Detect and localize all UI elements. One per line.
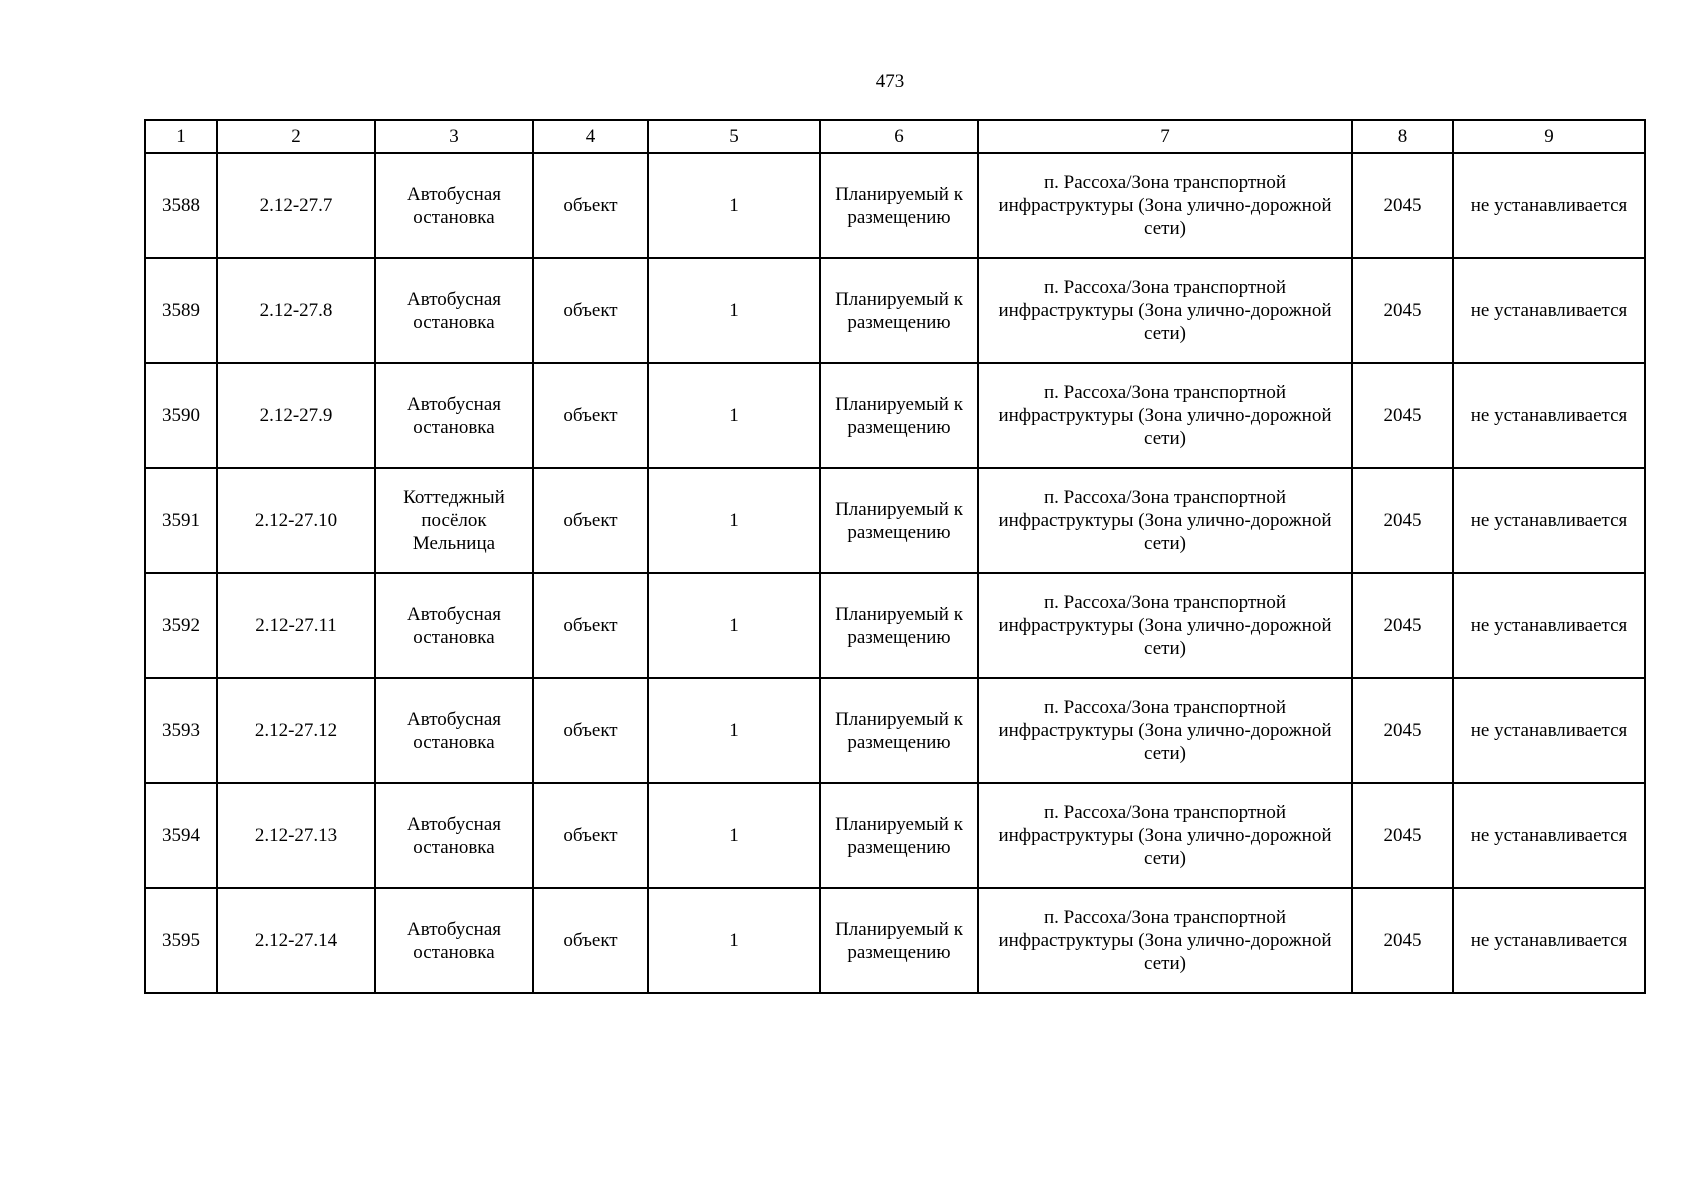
table-cell: Планируемый к размещению	[820, 468, 978, 573]
table-cell: 3595	[145, 888, 217, 993]
table-row	[145, 258, 1645, 363]
table-cell: п. Рассоха/Зона транспортной инфраструктуры (Зона улично-дорожной сети)	[978, 678, 1352, 783]
table-cell: не устанавливается	[1453, 573, 1645, 678]
table-cell: 3592	[145, 573, 217, 678]
table-cell: Планируемый к размещению	[820, 153, 978, 258]
table-cell: Планируемый к размещению	[820, 258, 978, 363]
table-cell: п. Рассоха/Зона транспортной инфраструктуры (Зона улично-дорожной сети)	[978, 258, 1352, 363]
table-cell: п. Рассоха/Зона транспортной инфраструктуры (Зона улично-дорожной сети)	[978, 468, 1352, 573]
column-header: 7	[978, 120, 1352, 153]
table-cell: 3594	[145, 783, 217, 888]
table-cell: объект	[533, 153, 648, 258]
column-header: 5	[648, 120, 820, 153]
table-cell: 1	[648, 258, 820, 363]
table-cell: объект	[533, 258, 648, 363]
table-cell: объект	[533, 468, 648, 573]
header-row	[145, 120, 1645, 153]
table-cell: Коттеджный посёлок Мельница	[375, 468, 533, 573]
data-table	[144, 119, 1646, 994]
table-cell: Автобусная остановка	[375, 888, 533, 993]
table-cell: п. Рассоха/Зона транспортной инфраструктуры (Зона улично-дорожной сети)	[978, 363, 1352, 468]
table-cell: не устанавливается	[1453, 258, 1645, 363]
table-cell: не устанавливается	[1453, 153, 1645, 258]
table-cell: 1	[648, 888, 820, 993]
table-cell: объект	[533, 678, 648, 783]
table-cell: 2045	[1352, 888, 1453, 993]
table-cell: не устанавливается	[1453, 468, 1645, 573]
page-number: 473	[875, 71, 905, 92]
table-cell: 2.12-27.8	[217, 258, 375, 363]
table-row	[145, 678, 1645, 783]
table-cell: п. Рассоха/Зона транспортной инфраструктуры (Зона улично-дорожной сети)	[978, 153, 1352, 258]
table-cell: Автобусная остановка	[375, 783, 533, 888]
column-header: 3	[375, 120, 533, 153]
table-cell: Планируемый к размещению	[820, 888, 978, 993]
column-header: 1	[145, 120, 217, 153]
table-cell: объект	[533, 363, 648, 468]
table-cell: 2045	[1352, 468, 1453, 573]
table-cell: не устанавливается	[1453, 678, 1645, 783]
table-cell: 1	[648, 468, 820, 573]
table-cell: 3593	[145, 678, 217, 783]
table-cell: 3590	[145, 363, 217, 468]
table-cell: 3589	[145, 258, 217, 363]
table-row	[145, 153, 1645, 258]
table-cell: 1	[648, 153, 820, 258]
table-cell: объект	[533, 783, 648, 888]
table-row	[145, 363, 1645, 468]
table-cell: 2045	[1352, 678, 1453, 783]
table-cell: Автобусная остановка	[375, 258, 533, 363]
table-cell: 2045	[1352, 573, 1453, 678]
table-cell: Автобусная остановка	[375, 573, 533, 678]
table-cell: п. Рассоха/Зона транспортной инфраструктуры (Зона улично-дорожной сети)	[978, 573, 1352, 678]
table-cell: 1	[648, 783, 820, 888]
table-cell: 2045	[1352, 783, 1453, 888]
table-cell: Планируемый к размещению	[820, 783, 978, 888]
table-cell: 2045	[1352, 153, 1453, 258]
table-cell: 2.12-27.10	[217, 468, 375, 573]
column-header: 8	[1352, 120, 1453, 153]
table-cell: не устанавливается	[1453, 783, 1645, 888]
table-row	[145, 573, 1645, 678]
table-cell: Автобусная остановка	[375, 678, 533, 783]
table-cell: Планируемый к размещению	[820, 573, 978, 678]
table-cell: 2.12-27.9	[217, 363, 375, 468]
table-cell: 1	[648, 678, 820, 783]
column-header: 2	[217, 120, 375, 153]
table-cell: объект	[533, 888, 648, 993]
table-cell: 2.12-27.13	[217, 783, 375, 888]
table-cell: п. Рассоха/Зона транспортной инфраструктуры (Зона улично-дорожной сети)	[978, 783, 1352, 888]
column-header: 4	[533, 120, 648, 153]
column-header: 9	[1453, 120, 1645, 153]
table-cell: Планируемый к размещению	[820, 363, 978, 468]
table-cell: 3588	[145, 153, 217, 258]
column-header: 6	[820, 120, 978, 153]
table-cell: не устанавливается	[1453, 363, 1645, 468]
table-cell: 2.12-27.11	[217, 573, 375, 678]
table-cell: 2.12-27.12	[217, 678, 375, 783]
table-cell: 1	[648, 363, 820, 468]
table-row	[145, 468, 1645, 573]
table-cell: п. Рассоха/Зона транспортной инфраструктуры (Зона улично-дорожной сети)	[978, 888, 1352, 993]
table-cell: 2.12-27.14	[217, 888, 375, 993]
table-row	[145, 888, 1645, 993]
table-cell: 3591	[145, 468, 217, 573]
table-cell: 2045	[1352, 258, 1453, 363]
table-cell: Автобусная остановка	[375, 363, 533, 468]
table-cell: не устанавливается	[1453, 888, 1645, 993]
table-cell: Планируемый к размещению	[820, 678, 978, 783]
table-cell: объект	[533, 573, 648, 678]
table-cell: 1	[648, 573, 820, 678]
table-cell: Автобусная остановка	[375, 153, 533, 258]
table-cell: 2.12-27.7	[217, 153, 375, 258]
table-row	[145, 783, 1645, 888]
table-cell: 2045	[1352, 363, 1453, 468]
